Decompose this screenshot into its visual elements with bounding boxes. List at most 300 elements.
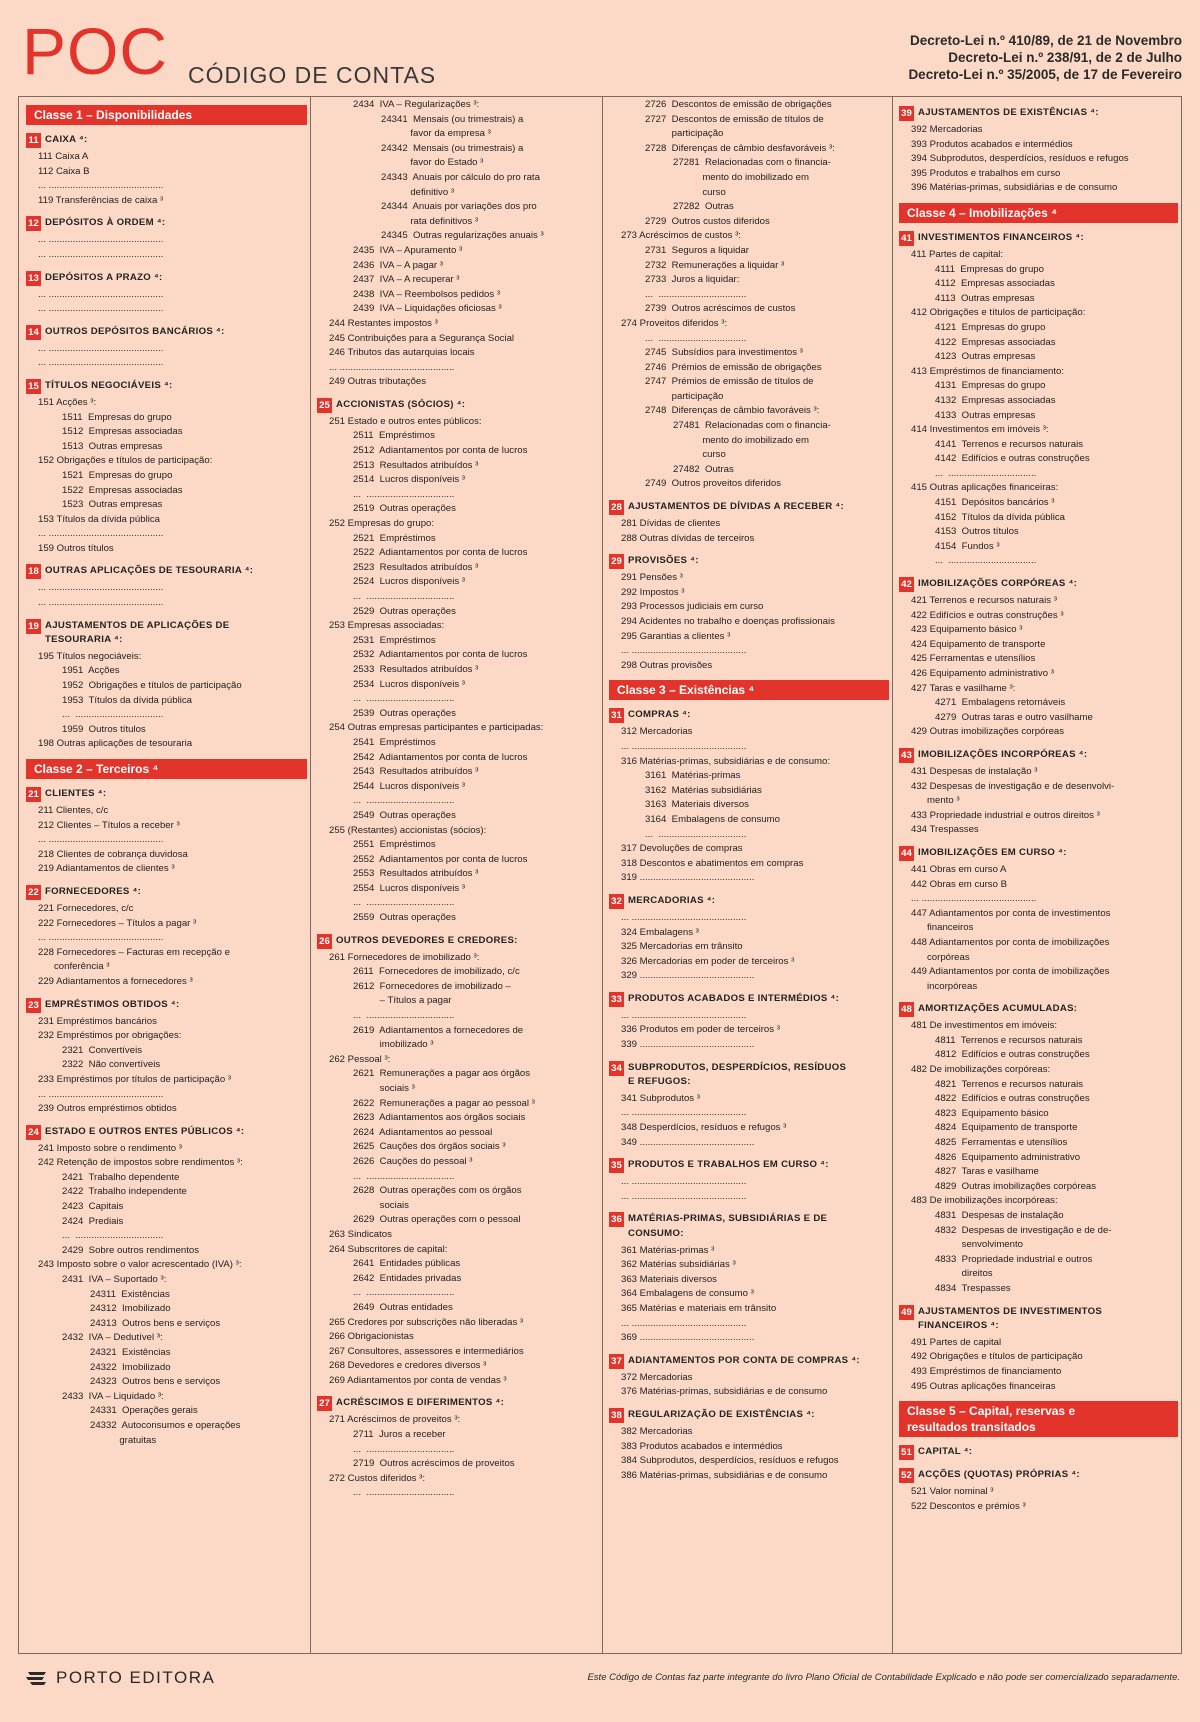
account-number-badge: 35 — [609, 1158, 624, 1173]
account-item: ... ........................................... — [38, 288, 164, 300]
account-item: 244 Restantes impostos ³ — [329, 317, 438, 329]
account-section — [609, 500, 889, 515]
account-item: 365 Matérias e materiais em trânsito — [621, 1302, 777, 1314]
account-item: 2729 Outros custos diferidos — [645, 215, 770, 227]
account-item: 2511 Empréstimos — [353, 430, 435, 442]
account-item: 394 Subprodutos, desperdícios, resíduos e refugos — [911, 153, 1129, 165]
account-item: 212 Clientes – Títulos a receber ³ — [38, 819, 180, 831]
account-item: 329 ........................................... — [621, 970, 755, 982]
account-item: 271 Acréscimos de proveitos ³: — [329, 1414, 461, 1426]
account-item: 2619 Adiantamentos a fornecedores de imobilizado ³ — [353, 1024, 524, 1051]
account-section — [26, 271, 307, 286]
account-item: 2523 Resultados atribuídos ³ — [353, 561, 479, 573]
brand-logo: POC — [22, 14, 169, 88]
account-item: 1522 Empresas associadas — [62, 484, 183, 496]
account-item: 198 Outras aplicações de tesouraria — [38, 738, 193, 750]
footer-note: Este Código de Contas faz parte integrante do livro Plano Oficial de Contabilidade Explicado e não pode ser comercializado separadamente. — [587, 1672, 1180, 1683]
account-item: 195 Títulos negociáveis: — [38, 650, 142, 662]
account-item: 4132 Empresas associadas — [935, 394, 1056, 406]
account-item: ... ................................. — [935, 467, 1037, 479]
account-section — [899, 577, 1178, 592]
account-item: 364 Embalagens de consumo ³ — [621, 1288, 754, 1300]
account-item: 1523 Outras empresas — [62, 499, 163, 511]
account-section — [26, 325, 307, 340]
account-item: 2435 IVA – Apuramento ³ — [353, 244, 463, 256]
account-item: 324 Embalagens ³ — [621, 926, 699, 938]
account-item: 4123 Outras empresas — [935, 351, 1036, 363]
account-section — [609, 894, 889, 909]
account-item: 2733 Juros a liquidar: — [645, 274, 740, 286]
section-title: CLIENTES ⁴: — [45, 788, 107, 799]
account-item: ... ................................. — [645, 828, 747, 840]
account-item: 253 Empresas associadas: — [329, 620, 445, 632]
account-item: 112 Caixa B — [38, 165, 90, 177]
account-item: 243 Imposto sobre o valor acrescentado (IVA) ³: — [38, 1259, 242, 1271]
account-item: 2628 Outras operações com os órgãos sociais — [353, 1185, 522, 1211]
account-item: 2542 Adiantamentos por conta de lucros — [353, 751, 528, 763]
account-item: ... ........................................... — [621, 645, 747, 657]
account-item: 291 Pensões ³ — [621, 572, 683, 584]
account-item: 2541 Empréstimos — [353, 736, 436, 748]
account-number-badge: 51 — [899, 1445, 914, 1460]
account-item: 4834 Trespasses — [935, 1282, 1011, 1294]
account-item: 448 Adiantamentos por conta de imobilizações corpóreas — [911, 936, 1110, 963]
account-item: 427 Taras e vasilhame ³: — [911, 682, 1016, 694]
account-item: 2424 Prediais — [62, 1215, 124, 1227]
account-item: 264 Subscritores de capital: — [329, 1243, 448, 1255]
account-item: 4113 Outras empresas — [935, 292, 1035, 304]
account-item: 2611 Fornecedores de imobilizado, c/c — [353, 966, 520, 978]
account-number-badge: 49 — [899, 1305, 914, 1320]
account-item: 4821 Terrenos e recursos naturais — [935, 1078, 1084, 1090]
account-item: 319 ........................................... — [621, 872, 755, 884]
account-item: 4154 Fundos ³ — [935, 540, 1000, 552]
account-item: 27481 Relacionadas com o financia- mento do imobilizado em curso — [673, 420, 831, 461]
account-item: 228 Fornecedores – Facturas em recepção e conferência ³ — [38, 946, 230, 973]
account-item: ... ........................................... — [621, 1317, 747, 1329]
account-item: 229 Adiantamentos a fornecedores ³ — [38, 975, 193, 987]
account-item: 392 Mercadorias — [911, 124, 983, 135]
account-number-badge: 38 — [609, 1408, 624, 1423]
account-item: 349 ........................................... — [621, 1136, 755, 1148]
account-item: 269 Adiantamentos por conta de vendas ³ — [329, 1374, 507, 1386]
account-item: 1952 Obrigações e títulos de participação — [62, 680, 242, 692]
account-item: 24332 Autoconsumos e operações gratuitas — [90, 1419, 241, 1446]
account-item: 521 Valor nominal ³ — [911, 1486, 994, 1498]
account-item: 411 Partes de capital: — [911, 248, 1004, 260]
account-item: 3161 Matérias-primas — [645, 770, 741, 782]
account-item: 1511 Empresas do grupo — [62, 411, 172, 423]
section-title: ADIANTAMENTOS POR CONTA DE COMPRAS ⁴: — [628, 1354, 860, 1366]
account-item: 2522 Adiantamentos por conta de lucros — [353, 547, 528, 559]
account-section — [899, 1002, 1178, 1017]
account-item: 376 Matérias-primas, subsidiárias e de consumo — [621, 1386, 828, 1398]
account-item: 24322 Imobilizado — [90, 1361, 171, 1373]
account-item: ... ........................................... — [38, 303, 164, 315]
account-number-badge: 12 — [26, 216, 41, 231]
account-item: ... ................................. — [353, 693, 455, 705]
account-item: ... ................................. — [353, 591, 455, 602]
account-item: ... ................................. — [645, 332, 747, 344]
section-title: ACÇÕES (QUOTAS) PRÓPRIAS ⁴: — [918, 1469, 1080, 1481]
account-section — [899, 1468, 1178, 1483]
class-heading: Classe 2 – Terceiros ⁴ — [26, 759, 307, 779]
account-item: 442 Obras em curso B — [911, 878, 1007, 890]
account-number-badge: 25 — [317, 398, 332, 413]
section-title: PRODUTOS ACABADOS E INTERMÉDIOS ⁴: — [628, 992, 840, 1004]
account-item: ... ................................. — [353, 1487, 455, 1499]
account-section — [26, 885, 307, 900]
section-title: ESTADO E OUTROS ENTES PÚBLICOS ⁴: — [45, 1125, 245, 1137]
account-item: 4142 Edifícios e outras construções — [935, 453, 1090, 465]
account-item: ... ................................. — [62, 1230, 164, 1242]
decree-line: Decreto-Lei n.º 238/91, de 2 de Julho — [948, 50, 1182, 65]
account-item: 2642 Entidades privadas — [353, 1272, 462, 1284]
class-heading: Classe 4 – Imobilizações ⁴ — [899, 203, 1178, 223]
account-item: 218 Clientes de cobrança duvidosa — [38, 848, 188, 860]
account-item: 341 Subprodutos ³ — [621, 1092, 700, 1104]
account-item: 339 ........................................... — [621, 1039, 755, 1051]
section-title: DEPÓSITOS A PRAZO ⁴: — [45, 271, 163, 283]
account-item: 2727 Descontos de emissão de títulos de participação — [645, 113, 824, 140]
account-item: 2533 Resultados atribuídos ³ — [353, 663, 479, 675]
account-item: ... ................................. — [353, 795, 455, 807]
account-item: 4827 Taras e vasilhame — [935, 1166, 1039, 1178]
account-item: 372 Mercadorias — [621, 1371, 693, 1383]
section-title: INVESTIMENTOS FINANCEIROS ⁴: — [918, 231, 1084, 243]
account-item: 415 Outras aplicações financeiras: — [911, 482, 1059, 494]
account-item: 2649 Outras entidades — [353, 1301, 453, 1313]
account-section — [26, 216, 307, 231]
account-item: 491 Partes de capital — [911, 1336, 1002, 1348]
account-item: ... ................................. — [353, 1170, 455, 1182]
account-item: 2622 Remunerações a pagar ao pessoal ³ — [353, 1097, 535, 1109]
section-title: IMOBILIZAÇÕES EM CURSO ⁴: — [918, 846, 1067, 858]
account-item: 153 Títulos da dívida pública — [38, 513, 160, 525]
account-item: 1521 Empresas do grupo — [62, 469, 173, 481]
account-item: 482 De imobilizações corpóreas: — [911, 1064, 1051, 1076]
account-item: 414 Investimentos em imóveis ³: — [911, 424, 1049, 436]
section-title: PRODUTOS E TRABALHOS EM CURSO ⁴: — [628, 1159, 829, 1171]
account-item: 298 Outras provisões — [621, 659, 713, 671]
account-item: 1513 Outras empresas — [62, 440, 163, 452]
account-item: ... ........................................... — [621, 911, 747, 923]
account-item: 4824 Equipamento de transporte — [935, 1122, 1078, 1134]
account-item: 2629 Outras operações com o pessoal — [353, 1214, 521, 1226]
account-item: 24321 Existências — [90, 1347, 171, 1358]
section-title: AJUSTAMENTOS DE INVESTIMENTOS FINANCEIROS ⁴: — [918, 1305, 1103, 1332]
account-section — [317, 934, 599, 949]
account-item: 395 Produtos e trabalhos em curso — [911, 167, 1061, 179]
account-item: 265 Credores por subscrições não liberadas ³ — [329, 1316, 524, 1328]
account-item: 24344 Anuais por variações dos pro rata definitivos ³ — [381, 201, 537, 227]
account-item: ... ........................................... — [38, 834, 164, 846]
account-item: 4811 Terrenos e recursos naturais — [935, 1034, 1083, 1046]
account-item: 4131 Empresas do grupo — [935, 380, 1046, 392]
account-section — [899, 1305, 1178, 1334]
account-item: 2748 Diferenças de câmbio favoráveis ³: — [645, 405, 820, 417]
account-section — [899, 106, 1178, 121]
account-section — [26, 998, 307, 1013]
account-item: 255 (Restantes) accionistas (sócios): — [329, 824, 487, 836]
section-title: MATÉRIAS-PRIMAS, SUBSIDIÁRIAS E DE CONSUMO: — [628, 1213, 828, 1239]
account-item: 522 Descontos e prémios ³ — [911, 1500, 1026, 1512]
account-item: 4122 Empresas associadas — [935, 336, 1056, 348]
account-item: ... ........................................... — [621, 1190, 747, 1202]
account-item: 2423 Capitais — [62, 1201, 124, 1213]
account-section — [899, 1445, 1178, 1460]
account-section — [26, 787, 307, 802]
section-title: MERCADORIAS ⁴: — [628, 894, 716, 906]
account-number-badge: 27 — [317, 1396, 332, 1411]
account-item: 2436 IVA – A pagar ³ — [353, 259, 443, 271]
account-number-badge: 42 — [899, 577, 914, 592]
account-number-badge: 14 — [26, 325, 41, 340]
account-item: 421 Terrenos e recursos naturais ³ — [911, 595, 1057, 607]
account-item: 27281 Relacionadas com o financia- mento do imobilizado em curso — [673, 157, 831, 198]
account-item: 4832 Despesas de investigação e de de- senvolvimento — [935, 1224, 1112, 1251]
account-item: 2745 Subsídios para investimentos ³ — [645, 347, 803, 359]
account-item: 151 Acções ³: — [38, 396, 97, 408]
section-title: FORNECEDORES ⁴: — [45, 885, 142, 897]
account-number-badge: 18 — [26, 564, 41, 579]
account-item: 4829 Outras imobilizações corpóreas — [935, 1180, 1097, 1192]
account-item: 211 Clientes, c/c — [38, 805, 109, 816]
page-header — [0, 0, 1200, 96]
section-title: ACCIONISTAS (SÓCIOS) ⁴: — [336, 398, 466, 410]
account-item: 4111 Empresas do grupo — [935, 263, 1044, 275]
account-item: 2434 IVA – Regularizações ³: — [353, 99, 480, 110]
account-item: 231 Empréstimos bancários — [38, 1015, 157, 1027]
account-item: 1951 Acções — [62, 665, 120, 677]
account-item: 325 Mercadorias em trânsito — [621, 941, 743, 953]
account-item: 2612 Fornecedores de imobilizado – – Títulos a pagar — [353, 980, 511, 1007]
section-title: SUBPRODUTOS, DESPERDÍCIOS, RESÍDUOS E REFUGOS: — [628, 1061, 847, 1088]
account-item: 2554 Lucros disponíveis ³ — [353, 882, 465, 894]
account-item: 2728 Diferenças de câmbio desfavoráveis ³: — [645, 142, 835, 154]
account-item: 292 Impostos ³ — [621, 586, 685, 598]
section-title: IMOBILIZAÇÕES INCORPÓREAS ⁴: — [918, 748, 1088, 760]
account-item: 3163 Materiais diversos — [645, 799, 749, 811]
account-item: 2322 Não convertíveis — [62, 1059, 161, 1071]
account-item: 2719 Outros acréscimos de proveitos — [353, 1458, 515, 1470]
account-item: 326 Mercadorias em poder de terceiros ³ — [621, 955, 795, 967]
account-item: 111 Caixa A — [38, 151, 89, 162]
account-number-badge: 29 — [609, 554, 624, 569]
account-item: 221 Fornecedores, c/c — [38, 902, 134, 914]
account-item: 481 De investimentos em imóveis: — [911, 1020, 1058, 1032]
account-number-badge: 23 — [26, 998, 41, 1013]
account-item: 4826 Equipamento administrativo — [935, 1151, 1081, 1163]
account-item: 2512 Adiantamentos por conta de lucros — [353, 445, 528, 457]
account-item: 4812 Edifícios e outras construções — [935, 1049, 1090, 1061]
account-number-badge: 44 — [899, 846, 914, 861]
account-item: 4279 Outras taras e outro vasilhame — [935, 711, 1093, 723]
account-section — [26, 133, 307, 148]
account-item: 4271 Embalagens retornáveis — [935, 697, 1066, 709]
account-item: 233 Empréstimos por títulos de participação ³ — [38, 1073, 232, 1085]
account-number-badge: 48 — [899, 1002, 914, 1017]
account-item: 4141 Terrenos e recursos naturais — [935, 438, 1084, 450]
column-4 — [893, 98, 1181, 1652]
account-item: 2726 Descontos de emissão de obrigações — [645, 99, 832, 110]
decree-line: Decreto-Lei n.º 410/89, de 21 de Novembro — [909, 33, 1182, 48]
account-item: 2624 Adiantamentos ao pessoal — [353, 1126, 493, 1138]
account-item: 266 Obrigacionistas — [329, 1331, 414, 1343]
account-item: 2747 Prémios de emissão de títulos de participação — [645, 376, 814, 402]
page-title: CÓDIGO DE CONTAS — [188, 62, 437, 88]
account-item: 312 Mercadorias — [621, 726, 693, 738]
account-item: 396 Matérias-primas, subsidiárias e de consumo — [911, 182, 1118, 194]
section-title: AMORTIZAÇÕES ACUMULADAS: — [918, 1003, 1078, 1015]
account-item: ... ........................................... — [621, 1009, 747, 1021]
account-item: 2739 Outros acréscimos de custos — [645, 303, 796, 315]
section-title: IMOBILIZAÇÕES CORPÓREAS ⁴: — [918, 578, 1078, 590]
account-item: 318 Descontos e abatimentos em compras — [621, 857, 804, 869]
account-section — [609, 1212, 889, 1241]
account-item: ... ........................................... — [38, 1088, 164, 1100]
account-item: 386 Matérias-primas, subsidiárias e de consumo — [621, 1469, 828, 1481]
account-item: 441 Obras em curso A — [911, 863, 1007, 875]
account-section — [609, 1061, 889, 1090]
account-item: 24312 Imobilizado — [90, 1303, 171, 1315]
account-section — [317, 1396, 599, 1411]
account-item: 273 Acréscimos de custos ³: — [621, 230, 741, 242]
account-item: 294 Acidentes no trabalho e doenças profissionais — [621, 616, 835, 627]
account-section — [609, 1158, 889, 1173]
account-item: 249 Outras tributações — [329, 376, 427, 388]
account-item: 1959 Outros títulos — [62, 723, 146, 735]
account-section — [609, 1408, 889, 1423]
account-section — [26, 1125, 307, 1140]
account-item: 152 Obrigações e títulos de participação: — [38, 455, 213, 467]
class-heading: Classe 5 – Capital, reservas e resultados transitados — [899, 1401, 1178, 1437]
account-item: 2521 Empréstimos — [353, 532, 436, 544]
account-number-badge: 15 — [26, 379, 41, 394]
account-number-badge: 34 — [609, 1061, 624, 1076]
account-item: 4152 Títulos da dívida pública — [935, 511, 1065, 523]
account-item: 2559 Outras operações — [353, 912, 456, 924]
account-item: 241 Imposto sobre o rendimento ³ — [38, 1142, 182, 1154]
decree-list — [908, 32, 1182, 83]
account-item: 317 Devoluções de compras — [621, 843, 743, 855]
account-item: 2321 Convertíveis — [62, 1044, 142, 1056]
account-item: 3164 Embalagens de consumo — [645, 813, 780, 825]
account-item: ... ................................. — [935, 555, 1037, 567]
account-number-badge: 33 — [609, 992, 624, 1007]
section-title: OUTROS DEVEDORES E CREDORES: — [336, 934, 518, 946]
section-title: COMPRAS ⁴: — [628, 709, 691, 721]
account-item: 252 Empresas do grupo: — [329, 518, 435, 530]
account-item: 483 De imobilizações incorpóreas: — [911, 1195, 1058, 1207]
account-item: 2531 Empréstimos — [353, 634, 436, 646]
account-item: 493 Empréstimos de financiamento — [911, 1365, 1062, 1377]
account-item: 254 Outras empresas participantes e participadas: — [329, 722, 544, 734]
publisher-logo — [24, 1668, 215, 1688]
account-item: 382 Mercadorias — [621, 1425, 693, 1437]
porto-editora-icon — [24, 1668, 50, 1688]
account-number-badge: 13 — [26, 271, 41, 286]
account-section — [609, 708, 889, 723]
account-item: ... ................................. — [62, 709, 164, 721]
section-title: PROVISÕES ⁴: — [628, 555, 699, 567]
account-item: 2732 Remunerações a liquidar ³ — [645, 259, 785, 271]
section-title: OUTRAS APLICAÇÕES DE TESOURARIA ⁴: — [45, 565, 254, 577]
account-item: 268 Devedores e credores diversos ³ — [329, 1360, 487, 1372]
account-item: 274 Proveitos diferidos ³: — [621, 317, 728, 329]
account-item: 2626 Cauções do pessoal ³ — [353, 1155, 473, 1167]
account-item: 2513 Resultados atribuídos ³ — [353, 459, 479, 471]
account-item: 2439 IVA – Liquidações oficiosas ³ — [353, 303, 502, 315]
account-item: 2623 Adiantamentos aos órgãos sociais — [353, 1112, 526, 1124]
account-item: 4825 Ferramentas e utensílios — [935, 1137, 1068, 1149]
account-item: 239 Outros empréstimos obtidos — [38, 1103, 177, 1115]
account-item: 293 Processos judiciais em curso — [621, 601, 764, 613]
account-section — [317, 398, 599, 413]
account-number-badge: 21 — [26, 787, 41, 802]
account-item: 449 Adiantamentos por conta de imobilizações incorpóreas — [911, 966, 1110, 992]
account-item: 119 Transferências de caixa ³ — [38, 194, 164, 206]
account-item: 251 Estado e outros entes públicos: — [329, 415, 482, 427]
section-title: DEPÓSITOS À ORDEM ⁴: — [45, 217, 166, 229]
account-item: 232 Empréstimos por obrigações: — [38, 1030, 182, 1042]
account-item: 2731 Seguros a liquidar — [645, 244, 750, 256]
account-item: 262 Pessoal ³: — [329, 1053, 391, 1065]
account-item: 424 Equipamento de transporte — [911, 638, 1046, 650]
account-item: ... ................................. — [353, 1010, 455, 1022]
account-item: 393 Produtos acabados e intermédios — [911, 138, 1073, 150]
section-title: AJUSTAMENTOS DE DÍVIDAS A RECEBER ⁴: — [628, 501, 844, 513]
account-item: 261 Fornecedores de imobilizado ³: — [329, 951, 480, 963]
account-item: ... ........................................... — [38, 234, 164, 246]
account-item: 2432 IVA – Dedutível ³: — [62, 1332, 163, 1344]
account-item: 2553 Resultados atribuídos ³ — [353, 868, 479, 880]
account-item: 242 Retenção de impostos sobre rendimentos ³: — [38, 1157, 243, 1169]
column-2 — [311, 98, 602, 1652]
account-item: 2551 Empréstimos — [353, 839, 436, 851]
account-item: 272 Custos diferidos ³: — [329, 1472, 425, 1484]
account-item: 2534 Lucros disponíveis ³ — [353, 678, 465, 690]
account-item: 336 Produtos em poder de terceiros ³ — [621, 1024, 780, 1036]
account-item: ... ................................. — [645, 288, 747, 300]
account-item: 3162 Matérias subsidiárias — [645, 784, 762, 796]
account-item: 2544 Lucros disponíveis ³ — [353, 780, 465, 792]
account-item: 361 Matérias-primas ³ — [621, 1244, 715, 1256]
account-item: 1512 Empresas associadas — [62, 426, 183, 438]
account-item: 2552 Adiantamentos por conta de lucros — [353, 853, 528, 865]
account-item: 2519 Outras operações — [353, 503, 456, 515]
section-title: ACRÉSCIMOS E DIFERIMENTOS ⁴: — [336, 1397, 505, 1409]
account-item: ... ........................................... — [38, 180, 164, 192]
account-item: 219 Adiantamentos de clientes ³ — [38, 863, 175, 875]
account-item: 24311 Existências — [90, 1288, 170, 1300]
account-section — [899, 748, 1178, 763]
account-section — [609, 1354, 889, 1369]
account-section — [899, 231, 1178, 246]
account-item: 2532 Adiantamentos por conta de lucros — [353, 649, 528, 661]
account-item: 2524 Lucros disponíveis ³ — [353, 576, 465, 588]
account-item: 4822 Edifícios e outras construções — [935, 1093, 1090, 1105]
section-title: OUTROS DEPÓSITOS BANCÁRIOS ⁴: — [45, 325, 225, 337]
account-item: 2429 Sobre outros rendimentos — [62, 1244, 200, 1256]
account-item: 295 Garantias a clientes ³ — [621, 630, 731, 642]
account-number-badge: 52 — [899, 1468, 914, 1483]
account-item: ... ........................................... — [621, 1107, 747, 1119]
section-title: TÍTULOS NEGOCIÁVEIS ⁴: — [45, 379, 173, 391]
account-item: 2543 Resultados atribuídos ³ — [353, 766, 479, 778]
account-item: 426 Equipamento administrativo ³ — [911, 668, 1054, 679]
account-item: ... ........................................... — [621, 740, 747, 752]
